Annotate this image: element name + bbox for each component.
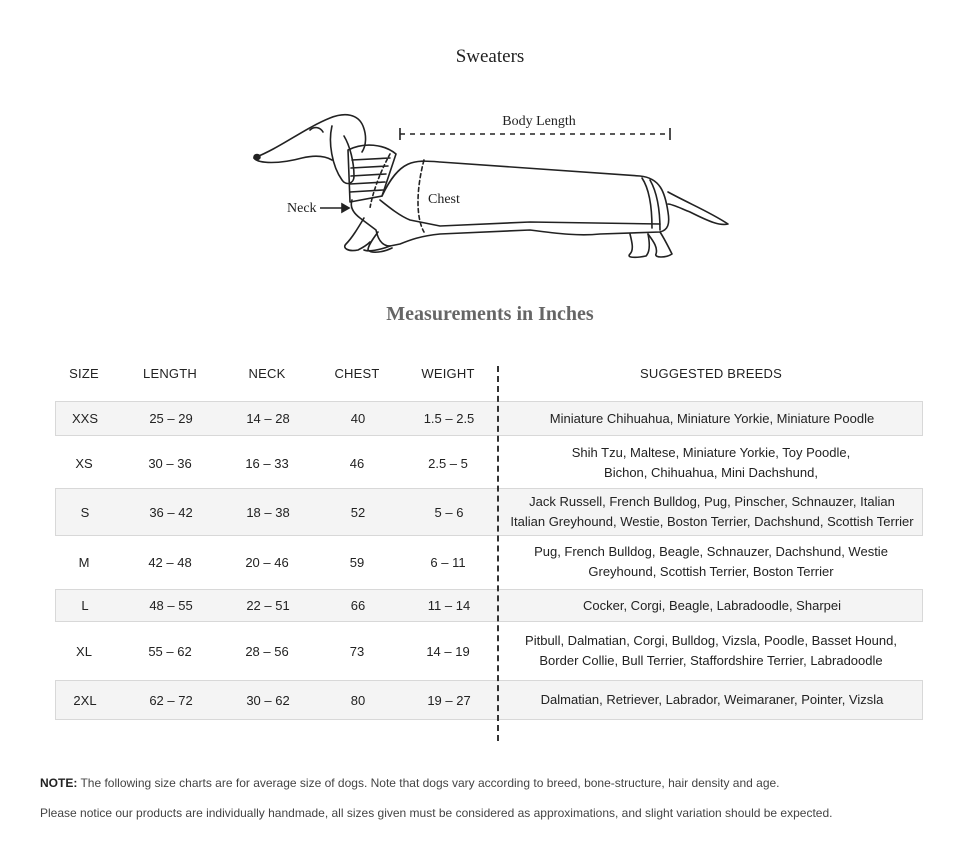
- cell-neck: 30 – 62: [246, 692, 290, 708]
- table-row: [55, 680, 923, 720]
- breeds-line-1: Shih Tzu, Maltese, Miniature Yorkie, Toy Poodle,: [571, 445, 851, 460]
- page-title: Sweaters: [455, 46, 525, 67]
- cell-neck: 16 – 33: [245, 455, 289, 471]
- table-row: [55, 589, 923, 622]
- breeds-line-1: Miniature Chihuahua, Miniature Yorkie, Miniature Poodle: [549, 410, 875, 426]
- cell-suggested-breeds: [500, 489, 924, 535]
- table-row: [55, 626, 923, 676]
- size-note: [40, 776, 780, 790]
- cell-size: XS: [75, 455, 93, 471]
- table-row: [55, 440, 923, 486]
- cell-chest: 73: [349, 643, 365, 659]
- cell-suggested-breeds: [500, 402, 924, 435]
- cell-suggested-breeds: [499, 440, 923, 486]
- cell-neck: 18 – 38: [246, 504, 290, 520]
- cell-size: M: [78, 554, 90, 570]
- cell-length: 30 – 36: [148, 455, 192, 471]
- body-length-label: Body Length: [502, 114, 576, 129]
- cell-suggested-breeds: [500, 681, 924, 719]
- breeds-line-1: Pug, French Bulldog, Beagle, Schnauzer, Dachshund, Westie: [534, 544, 888, 559]
- breeds-line-1: Dalmatian, Retriever, Labrador, Weimaraner, Pointer, Vizsla: [540, 692, 884, 707]
- cell-suggested-breeds: [500, 590, 924, 621]
- column-divider: [497, 366, 499, 741]
- cell-weight: 19 – 27: [427, 692, 471, 708]
- cell-chest: 59: [349, 554, 365, 570]
- breeds-line-2: Italian Greyhound, Westie, Boston Terrier, Dachshund, Scottish Terrier: [510, 514, 914, 529]
- cell-weight: 5 – 6: [434, 504, 464, 520]
- size-table: [55, 358, 925, 748]
- table-row: [55, 401, 923, 436]
- cell-size: L: [81, 598, 89, 613]
- cell-suggested-breeds: [499, 626, 923, 676]
- cell-weight: 14 – 19: [426, 643, 470, 659]
- handmade-note: Please notice our products are individually handmade, all sizes given must be considered as approximations, and slight variation should be expected.: [40, 806, 833, 820]
- cell-size: 2XL: [73, 692, 97, 708]
- cell-weight: 1.5 – 2.5: [423, 411, 475, 426]
- header-neck: NECK: [248, 366, 286, 381]
- cell-length: 62 – 72: [149, 692, 193, 708]
- cell-weight: 11 – 14: [427, 598, 471, 613]
- cell-suggested-breeds: [499, 538, 923, 586]
- dachshund-sweater-diagram: [240, 100, 740, 270]
- cell-length: 48 – 55: [149, 598, 193, 613]
- cell-length: 55 – 62: [148, 643, 192, 659]
- table-row: [55, 538, 923, 586]
- cell-neck: 20 – 46: [245, 554, 289, 570]
- cell-size: XXS: [71, 411, 98, 426]
- breeds-line-2: Border Collie, Bull Terrier, Staffordshire Terrier, Labradoodle: [539, 653, 883, 668]
- header-length: LENGTH: [143, 366, 197, 381]
- header-size: SIZE: [69, 366, 99, 381]
- breeds-line-2: Greyhound, Scottish Terrier, Boston Terrier: [588, 564, 834, 579]
- chest-label: Chest: [428, 192, 460, 207]
- measurements-heading: Measurements in Inches: [386, 303, 594, 325]
- neck-label: Neck: [287, 201, 317, 216]
- note-label: NOTE:: [40, 776, 78, 790]
- header-chest: CHEST: [334, 366, 380, 381]
- cell-length: 36 – 42: [149, 504, 193, 520]
- cell-neck: 14 – 28: [246, 411, 290, 426]
- note-text: The following size charts are for average size of dogs. Note that dogs vary according to breed, bone-structure, hair density and age.: [77, 776, 780, 790]
- cell-weight: 6 – 11: [430, 554, 466, 570]
- breeds-line-2: Bichon, Chihuahua, Mini Dachshund,: [604, 465, 818, 480]
- cell-weight: 2.5 – 5: [428, 455, 468, 471]
- cell-chest: 52: [350, 504, 366, 520]
- cell-size: S: [80, 504, 90, 520]
- cell-size: XL: [76, 643, 92, 659]
- cell-chest: 40: [350, 411, 366, 426]
- header-suggested-breeds: SUGGESTED BREEDS: [640, 366, 782, 381]
- cell-length: 25 – 29: [149, 411, 193, 426]
- cell-chest: 80: [350, 692, 366, 708]
- cell-chest: 66: [350, 598, 366, 613]
- cell-neck: 28 – 56: [245, 643, 289, 659]
- header-weight: WEIGHT: [421, 366, 475, 381]
- cell-neck: 22 – 51: [246, 598, 290, 613]
- cell-length: 42 – 48: [148, 554, 192, 570]
- table-row: [55, 488, 923, 536]
- breeds-line-1: Jack Russell, French Bulldog, Pug, Pinscher, Schnauzer, Italian: [529, 494, 895, 509]
- cell-chest: 46: [349, 455, 365, 471]
- breeds-line-1: Pitbull, Dalmatian, Corgi, Bulldog, Vizsla, Poodle, Basset Hound,: [525, 633, 897, 648]
- breeds-line-1: Cocker, Corgi, Beagle, Labradoodle, Sharpei: [583, 597, 841, 613]
